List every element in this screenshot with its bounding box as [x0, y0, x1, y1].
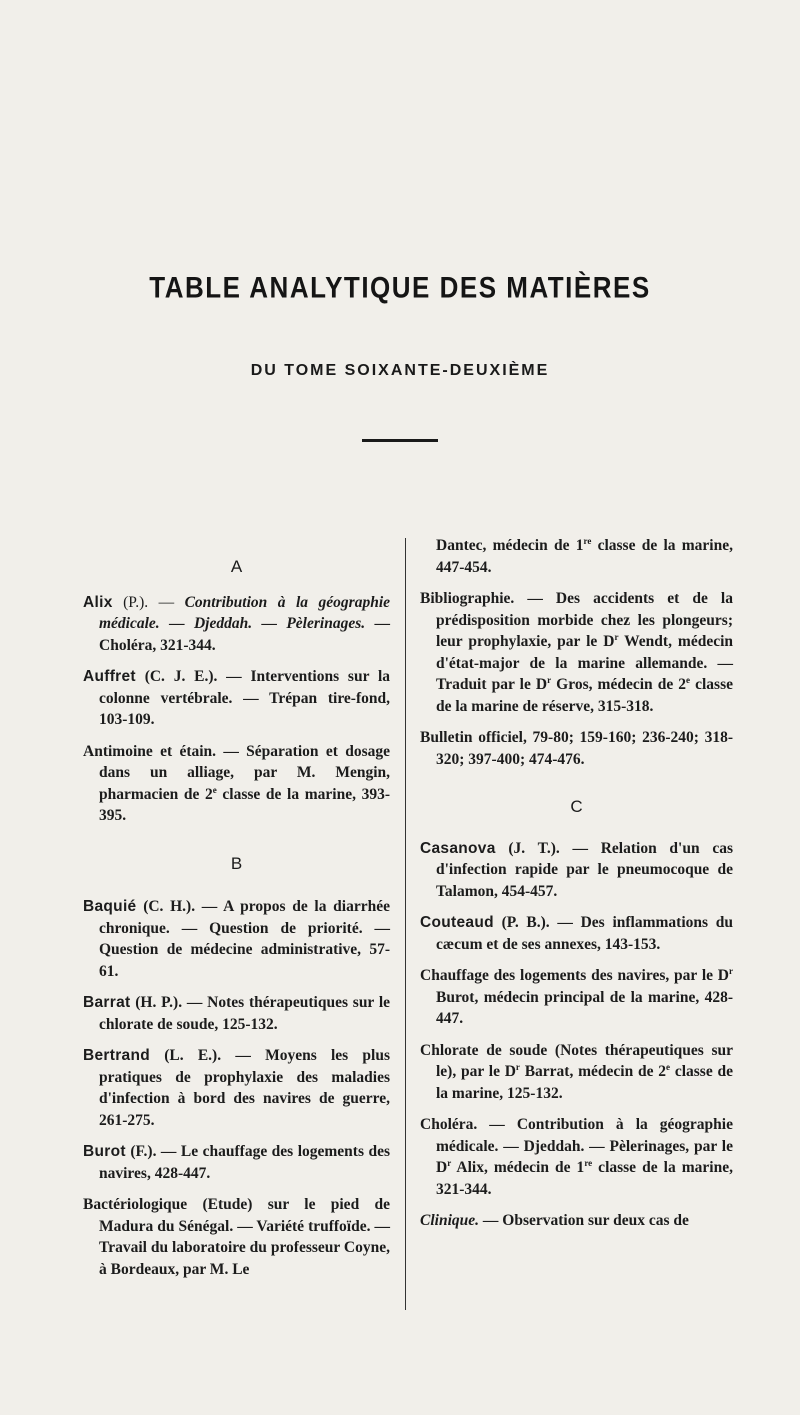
entry-sup: r	[547, 674, 552, 685]
index-entry-couteaud	[420, 912, 733, 955]
entry-text-cont: Gros, médecin de 2	[551, 676, 687, 693]
entry-text-cont: classe de la marine de réserve, 315-318.	[436, 676, 733, 715]
entry-sup: r	[447, 1157, 452, 1168]
index-entry-antimoine	[83, 741, 390, 827]
index-entry-clinique	[420, 1210, 733, 1232]
entry-text-cont: Wendt, médecin d'état-major de la marine allemande. — Traduit par le D	[436, 633, 733, 693]
entry-text: (F.). — Le chauffage des logements des navires, 428-447.	[99, 1143, 391, 1182]
entry-author: Alix	[83, 593, 113, 611]
entry-text: (H. P.). — Notes thérapeutiques sur le chlorate de soude, 125-132.	[99, 994, 391, 1033]
entry-text: Chauffage des logements des navires, par le D	[420, 967, 729, 984]
entry-text-cont: classe de la marine, 447-454.	[436, 537, 733, 576]
entry-text-cont: Barrat, médecin de 2	[519, 1063, 667, 1080]
entry-text: Chlorate de soude (Notes thérapeutiques sur le), par le D	[420, 1041, 733, 1080]
entry-sup: re	[583, 535, 592, 546]
entry-sup: e	[666, 1061, 671, 1072]
entry-text-cont: Alix, médecin de 1	[451, 1159, 585, 1176]
index-entry-bertrand	[83, 1045, 390, 1131]
entry-text: Antimoine et étain. — Séparation et dosage dans un alliage, par M. Mengin, pharmacien de 2	[83, 742, 390, 803]
entry-author: Auffret	[83, 668, 136, 685]
entry-text-cont: classe de la marine, 125-132.	[436, 1063, 733, 1102]
entry-initials: (P.). —	[123, 593, 175, 611]
section-letter-a: A	[230, 557, 243, 576]
entry-author: Casanova	[420, 839, 496, 857]
index-entry-auffret	[83, 666, 390, 731]
column-separator	[405, 538, 406, 1310]
entry-sup: r	[515, 1061, 520, 1072]
index-entry-bibliographie	[420, 588, 733, 717]
entry-author: Burot	[83, 1143, 126, 1160]
index-entry-bacteriologique	[83, 1194, 390, 1280]
entry-text-cont: classe de la marine, 393-395.	[99, 785, 391, 824]
entry-text: — Observation sur deux cas de	[479, 1212, 689, 1229]
index-entry-barrat	[83, 992, 390, 1035]
entry-text: (J. T.). — Relation d'un cas d'infection rapide par le pneumocoque de Talamon, 454-457.	[436, 839, 734, 900]
entry-text: — Choléra, 321-344.	[99, 615, 391, 654]
page-subtitle: DU TOME SOIXANTE-DEUXIÈME	[250, 362, 550, 379]
index-entry-alix	[83, 592, 390, 657]
entry-text-cont: Burot, médecin principal de la marine, 428-447.	[436, 988, 733, 1027]
right-column	[420, 535, 733, 1242]
entry-author: Couteaud	[420, 914, 494, 931]
entry-text: Bactériologique (Etude) sur le pied de Madura du Sénégal. — Variété truffoïde. — Travail du laboratoire du professeur Coyne, à Bordeaux, par M. Le	[83, 1196, 390, 1278]
entry-italic-title: Clinique.	[420, 1212, 480, 1229]
entry-text: (C. J. E.). — Interventions sur la colonne vertébrale. — Trépan tire-fond, 103-109.	[99, 668, 391, 728]
index-entry-burot	[83, 1141, 390, 1184]
page-title: TABLE ANALYTIQUE DES MATIÈRES	[149, 269, 651, 305]
entry-text: Dantec, médecin de 1	[436, 537, 584, 554]
entry-italic-title: Contribution à la géographie médicale. — Djeddah. — Pèlerinages.	[99, 593, 391, 632]
index-entry-casanova	[420, 838, 733, 903]
index-entry-continuation-dantec	[420, 535, 733, 578]
entry-sup: e	[686, 674, 691, 685]
index-entry-chauffage	[420, 965, 733, 1030]
index-entry-chlorate	[420, 1040, 733, 1105]
entry-sup: re	[584, 1157, 593, 1168]
entry-text: Choléra. — Contribution à la géographie médicale. — Djeddah. — Pèlerinages, par le D	[420, 1116, 733, 1176]
index-entry-baquie	[83, 896, 390, 982]
entry-text: (L. E.). — Moyens les plus pratiques de prophylaxie des maladies d'infection à bord des navires de guerre, 261-275.	[99, 1047, 390, 1129]
entry-author: Baquié	[83, 898, 137, 915]
index-entry-cholera	[420, 1114, 733, 1200]
left-column	[83, 538, 390, 1290]
section-letter-c: C	[570, 797, 583, 816]
entry-text: Bibliographie. — Des accidents et de la prédisposition morbide chez les plongeurs; leur prophylaxie, par le D	[420, 590, 733, 650]
entry-text-cont: classe de la marine, 321-344.	[436, 1159, 733, 1198]
entry-author: Bertrand	[83, 1047, 150, 1064]
title-rule	[362, 439, 438, 442]
entry-sup: r	[614, 631, 619, 642]
entry-author: Barrat	[83, 994, 131, 1011]
entry-sup: e	[212, 784, 217, 795]
index-entry-bulletin	[420, 727, 733, 770]
entry-text: (C. H.). — A propos de la diarrhée chronique. — Question de priorité. — Question de médecine administrative, 57-61.	[99, 898, 390, 980]
section-letter-b: B	[230, 853, 243, 873]
entry-text: Bulletin officiel, 79-80; 159-160; 236-240; 318-320; 397-400; 474-476.	[420, 729, 733, 768]
entry-text: (P. B.). — Des inflammations du cæcum et de ses annexes, 143-153.	[436, 914, 733, 953]
entry-sup: r	[729, 965, 733, 976]
